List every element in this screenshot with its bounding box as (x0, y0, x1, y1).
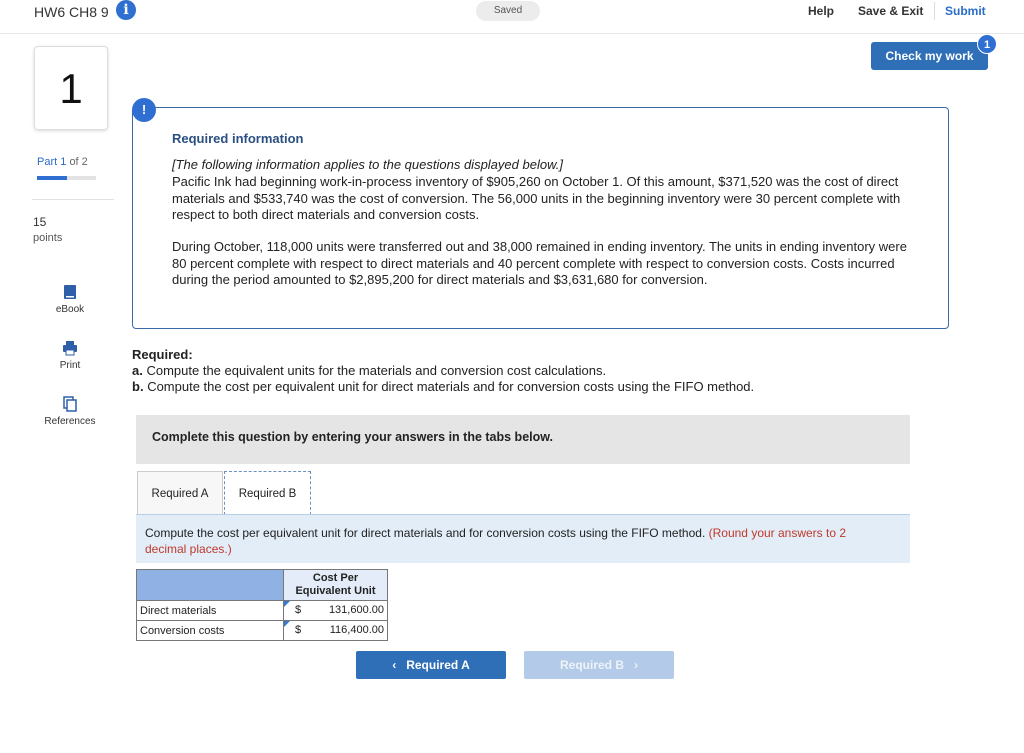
row-label: Direct materials (137, 601, 284, 621)
table-row (137, 621, 388, 641)
divider (934, 2, 935, 20)
print-button[interactable] (34, 340, 106, 371)
direct-materials-input[interactable] (284, 601, 388, 621)
next-required-b-button[interactable] (524, 651, 674, 679)
column-header: Cost Per Equivalent Unit (284, 570, 388, 601)
info-icon[interactable]: i (116, 0, 136, 20)
part-word: Part (37, 156, 58, 168)
panel-instructions (145, 526, 885, 557)
table-header-row (137, 570, 388, 601)
table-row (137, 601, 388, 621)
info-paragraph-1: Pacific Ink had beginning work-in-process inventory of $905,260 on October 1. Of this amount, $371,520 was the cost of direct materials and $533,740 was the cost of conversion. The 56,000 units in the beginning inventory were 30 percent complete with respect to both direct materials and conversion costs. (172, 174, 901, 222)
part-current: 1 (60, 156, 67, 168)
tab-required-b[interactable]: Required B (224, 471, 311, 515)
conversion-costs-input[interactable] (284, 621, 388, 641)
ebook-label: eBook (55, 304, 85, 315)
info-intro: [The following information applies to the questions displayed below.] (172, 157, 563, 172)
printer-icon (62, 340, 78, 356)
references-icon (62, 396, 78, 412)
help-link[interactable]: Help (808, 4, 835, 18)
references-button[interactable] (34, 396, 106, 427)
answer-table (136, 569, 388, 641)
submit-link[interactable]: Submit (945, 4, 986, 18)
part-progress-bar (37, 176, 96, 180)
prev-label: Required A (406, 658, 470, 672)
tab-required-a[interactable]: Required A (137, 471, 223, 515)
question-number: 1 (34, 46, 108, 130)
input-value: 116,400.00 (329, 624, 384, 636)
required-b-text: Compute the cost per equivalent unit for direct materials and for conversion costs using the FIFO method. (147, 379, 755, 394)
points-label: points (33, 232, 63, 244)
flag-icon (284, 621, 290, 627)
currency-symbol: $ (295, 624, 302, 636)
required-b-prefix: b. (132, 379, 144, 394)
input-value: 131,600.00 (328, 604, 384, 616)
round-note: (Round your answers to 2 decimal places.) (145, 526, 847, 556)
instructions-text: Complete this question by entering your answers in the tabs below. (152, 430, 553, 444)
row-label: Conversion costs (137, 621, 284, 641)
alert-icon: ! (132, 98, 156, 122)
currency-symbol: $ (295, 604, 302, 616)
top-bar (0, 0, 1024, 34)
required-heading: Required: (132, 347, 193, 362)
assignment-title: HW6 CH8 9 (34, 4, 109, 20)
part-indicator (37, 156, 88, 168)
ebook-button[interactable] (34, 284, 106, 315)
prev-required-a-button[interactable] (356, 651, 506, 679)
table-header-blank (137, 570, 284, 601)
required-a-prefix: a. (132, 363, 143, 378)
required-a (132, 363, 606, 378)
chevron-right-icon: › (634, 658, 639, 672)
divider (32, 199, 114, 200)
chevron-left-icon: ‹ (392, 658, 397, 672)
next-label: Required B (559, 658, 624, 672)
check-my-work-button[interactable]: Check my work (871, 42, 988, 70)
part-progress-fill (37, 176, 67, 180)
panel-text: Compute the cost per equivalent unit for direct materials and for conversion costs using the FIFO method. (145, 526, 706, 540)
flag-icon (284, 601, 290, 607)
references-label: References (44, 416, 96, 427)
required-information-title: Required information (172, 131, 304, 146)
required-a-text: Compute the equivalent units for the materials and conversion cost calculations. (146, 363, 607, 378)
print-label: Print (59, 360, 81, 371)
saved-status: Saved (476, 1, 540, 21)
part-total: of 2 (69, 156, 88, 168)
required-b (132, 379, 754, 394)
save-exit-link[interactable]: Save & Exit (858, 4, 924, 18)
info-paragraph-2: During October, 118,000 units were transferred out and 38,000 remained in ending inventory. The units in ending inventory were 80 percent complete with respect to direct materials and 40 percent complete with respect to conversion costs. Costs incurred during the period amounted to $2,895,200 for direct materials and $3,631,680 for conversion. (172, 239, 907, 287)
check-work-count-badge: 1 (977, 34, 997, 54)
points-value: 15 (33, 215, 47, 229)
book-icon (62, 284, 78, 300)
